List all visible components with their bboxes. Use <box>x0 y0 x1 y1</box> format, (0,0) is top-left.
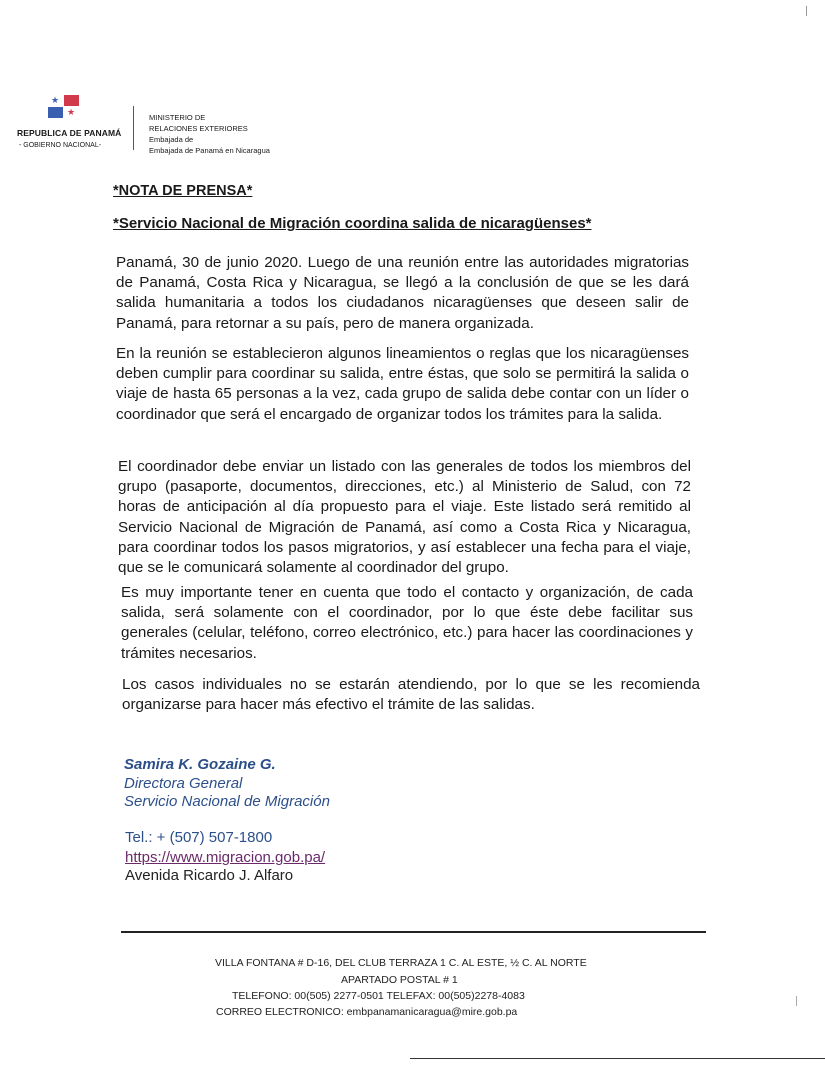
letterhead-divider <box>133 106 134 150</box>
gobierno-label: - GOBIERNO NACIONAL- <box>19 142 102 149</box>
scan-mark <box>796 996 797 1006</box>
paragraph-1: Panamá, 30 de junio 2020. Luego de una reunión entre las autoridades migratorias de Panamá, Costa Rica y Nicaragua, se llegó a la conclusión de que se les dará salida humanitaria a todos los ciudadanos nicaragüenses que deseen salir de Panamá, para retornar a su país, pero de manera organizada. <box>116 254 689 332</box>
paragraph-5: Los casos individuales no se estarán atendiendo, por lo que se les recomienda organizarse para hacer más efectivo el trámite de las salidas. <box>122 676 700 714</box>
footer-email-line: CORREO ELECTRONICO: embpanamanicaragua@mire.gob.pa <box>216 1006 518 1018</box>
paragraph-4: Es muy importante tener en cuenta que todo el contacto y organización, de cada salida, será solamente con el coordinador, por lo que éste debe facilitar sus generales (celular, teléfono, correo electrónico, etc.) para hacer las coordinaciones y trámites necesarios. <box>121 584 693 662</box>
scan-edge-line <box>410 1058 825 1059</box>
website-link[interactable]: https://www.migracion.gob.pa/ <box>125 849 326 866</box>
paragraph-2: En la reunión se establecieron algunos lineamientos o reglas que los nicaragüenses deben cumplir para coordinar su salida, entre éstas, que solo se permitirá la salida o viaje de hasta 65 personas a la vez, cada grupo de salida debe contar con un líder o coordinador que será el encargado de organizar todos los trámites para la salida. <box>116 345 689 423</box>
ministry-block <box>149 112 270 156</box>
contact-address: Avenida Ricardo J. Alfaro <box>125 867 294 884</box>
footer-divider <box>121 931 706 933</box>
panama-flag-logo <box>48 95 82 121</box>
flag-red-star-icon: ★ <box>67 107 76 117</box>
press-note-label: *NOTA DE PRENSA* <box>113 183 253 199</box>
paragraph-3: El coordinador debe enviar un listado con las generales de todos los miembros del grupo (pasaporte, documentos, direcciones, etc.) al Ministerio de Salud, con 72 horas de anticipación al día propuesto para el viaje. Este listado será remitido al Servicio Nacional de Migración de Panamá, así como a Costa Rica y Nicaragua, para coordinar todos los pasos migratorios, y así establecer una fecha para el viaje, que se le comunicará solamente al coordinador del grupo. <box>118 458 691 577</box>
footer-address-line: VILLA FONTANA # D-16, DEL CLUB TERRAZA 1 C. AL ESTE, ½ C. AL NORTE <box>215 957 587 969</box>
footer-postal-line: APARTADO POSTAL # 1 <box>341 974 458 986</box>
contact-phone: Tel.: + (507) 507-1800 <box>125 829 273 846</box>
ministry-line-1: MINISTERIO DE <box>149 113 206 122</box>
flag-blue-quarter <box>48 107 63 118</box>
signature-title: Directora General <box>124 775 243 792</box>
flag-red-quarter <box>64 95 79 106</box>
scan-mark <box>806 6 807 16</box>
ministry-line-2: RELACIONES EXTERIORES <box>149 124 248 133</box>
signature-name: Samira K. Gozaine G. <box>124 756 276 773</box>
footer-phone-line: TELEFONO: 00(505) 2277-0501 TELEFAX: 00(505)2278-4083 <box>232 990 525 1002</box>
republica-label: REPUBLICA DE PANAMÁ <box>17 128 122 138</box>
embassy-line-2: Embajada de Panamá en Nicaragua <box>149 146 270 155</box>
flag-blue-star-icon: ★ <box>51 95 60 105</box>
embassy-line-1: Embajada de <box>149 135 194 144</box>
headline: *Servicio Nacional de Migración coordina salida de nicaragüenses* <box>113 215 592 232</box>
signature-organization: Servicio Nacional de Migración <box>124 793 330 810</box>
